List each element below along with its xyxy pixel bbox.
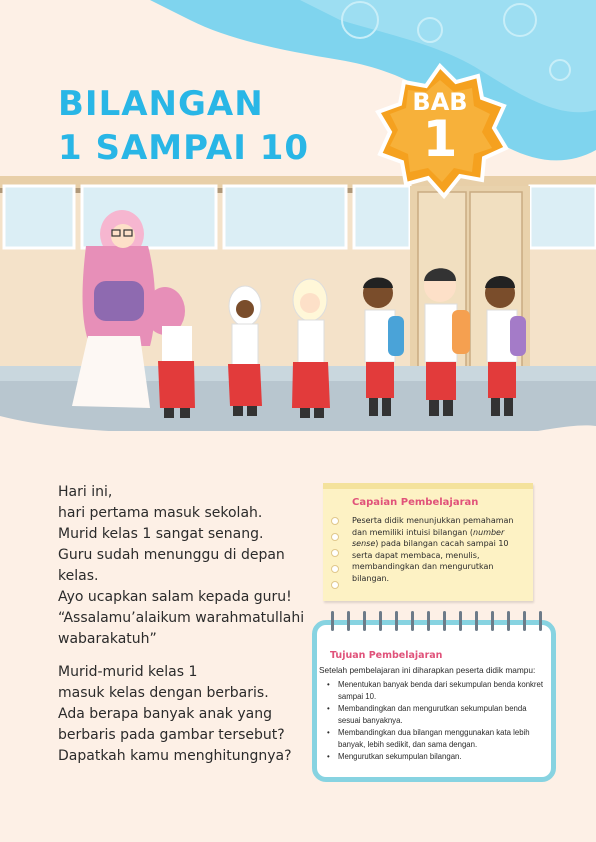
story-line: Murid-murid kelas 1: [58, 664, 198, 680]
story-line: Murid kelas 1 sangat senang.: [58, 526, 264, 542]
capaian-text: [352, 515, 528, 584]
capaian-text-part: Peserta didik menunjukkan pemahaman dan memiliki intuisi bilangan (: [352, 516, 514, 537]
list-item: • Mengurutkan sekumpulan bilangan.: [317, 751, 551, 763]
list-item: • Membandingkan dua bilangan menggunakan kata lebih banyak, lebih sedikit, dan sama dengan.: [317, 727, 551, 750]
capaian-heading: Capaian Pembelajaran: [352, 497, 479, 508]
chapter-badge-number: 1: [422, 110, 458, 168]
capaian-pembelajaran-note: [323, 483, 533, 601]
story-line: wabarakatuh”: [58, 631, 157, 647]
story-text: [58, 482, 305, 767]
tujuan-heading: Tujuan Pembelajaran: [330, 650, 443, 661]
story-line: berbaris pada gambar tersebut?: [58, 727, 285, 743]
chapter-title: [58, 82, 309, 170]
classroom-illustration: [0, 176, 596, 466]
story-line: “Assalamu’alaikum warahmatullahi: [58, 610, 305, 626]
story-line: Ayo ucapkan salam kepada guru!: [58, 589, 292, 605]
story-line: kelas.: [58, 568, 99, 584]
capaian-text-part: ) pada bilangan cacah sampai 10 serta dapat membaca, menulis, membandingkan dan mengurutkan bilangan.: [352, 539, 509, 583]
chapter-title-line1: BILANGAN: [58, 84, 264, 124]
list-item: • Membandingkan dan mengurutkan sekumpulan benda sesuai banyaknya.: [317, 703, 551, 726]
story-line: hari pertama masuk sekolah.: [58, 505, 263, 521]
chapter-title-line2: 1 SAMPAI 10: [58, 128, 310, 168]
list-item: • Menentukan banyak benda dari sekumpulan benda konkret sampai 10.: [317, 679, 551, 702]
story-line: Ada berapa banyak anak yang: [58, 706, 272, 722]
chapter-badge-label: BAB: [412, 88, 468, 116]
story-line: Guru sudah menunggu di depan: [58, 547, 285, 563]
tujuan-list: [317, 679, 551, 764]
tujuan-pembelajaran-card: [312, 620, 556, 782]
story-line: Hari ini,: [58, 484, 113, 500]
capaian-text-italic: number sense: [352, 527, 505, 548]
story-line: masuk kelas dengan berbaris.: [58, 685, 269, 701]
story-line: Dapatkah kamu menghitungnya?: [58, 748, 292, 764]
tujuan-intro: Setelah pembelajaran ini diharapkan peserta didik mampu:: [319, 665, 536, 675]
